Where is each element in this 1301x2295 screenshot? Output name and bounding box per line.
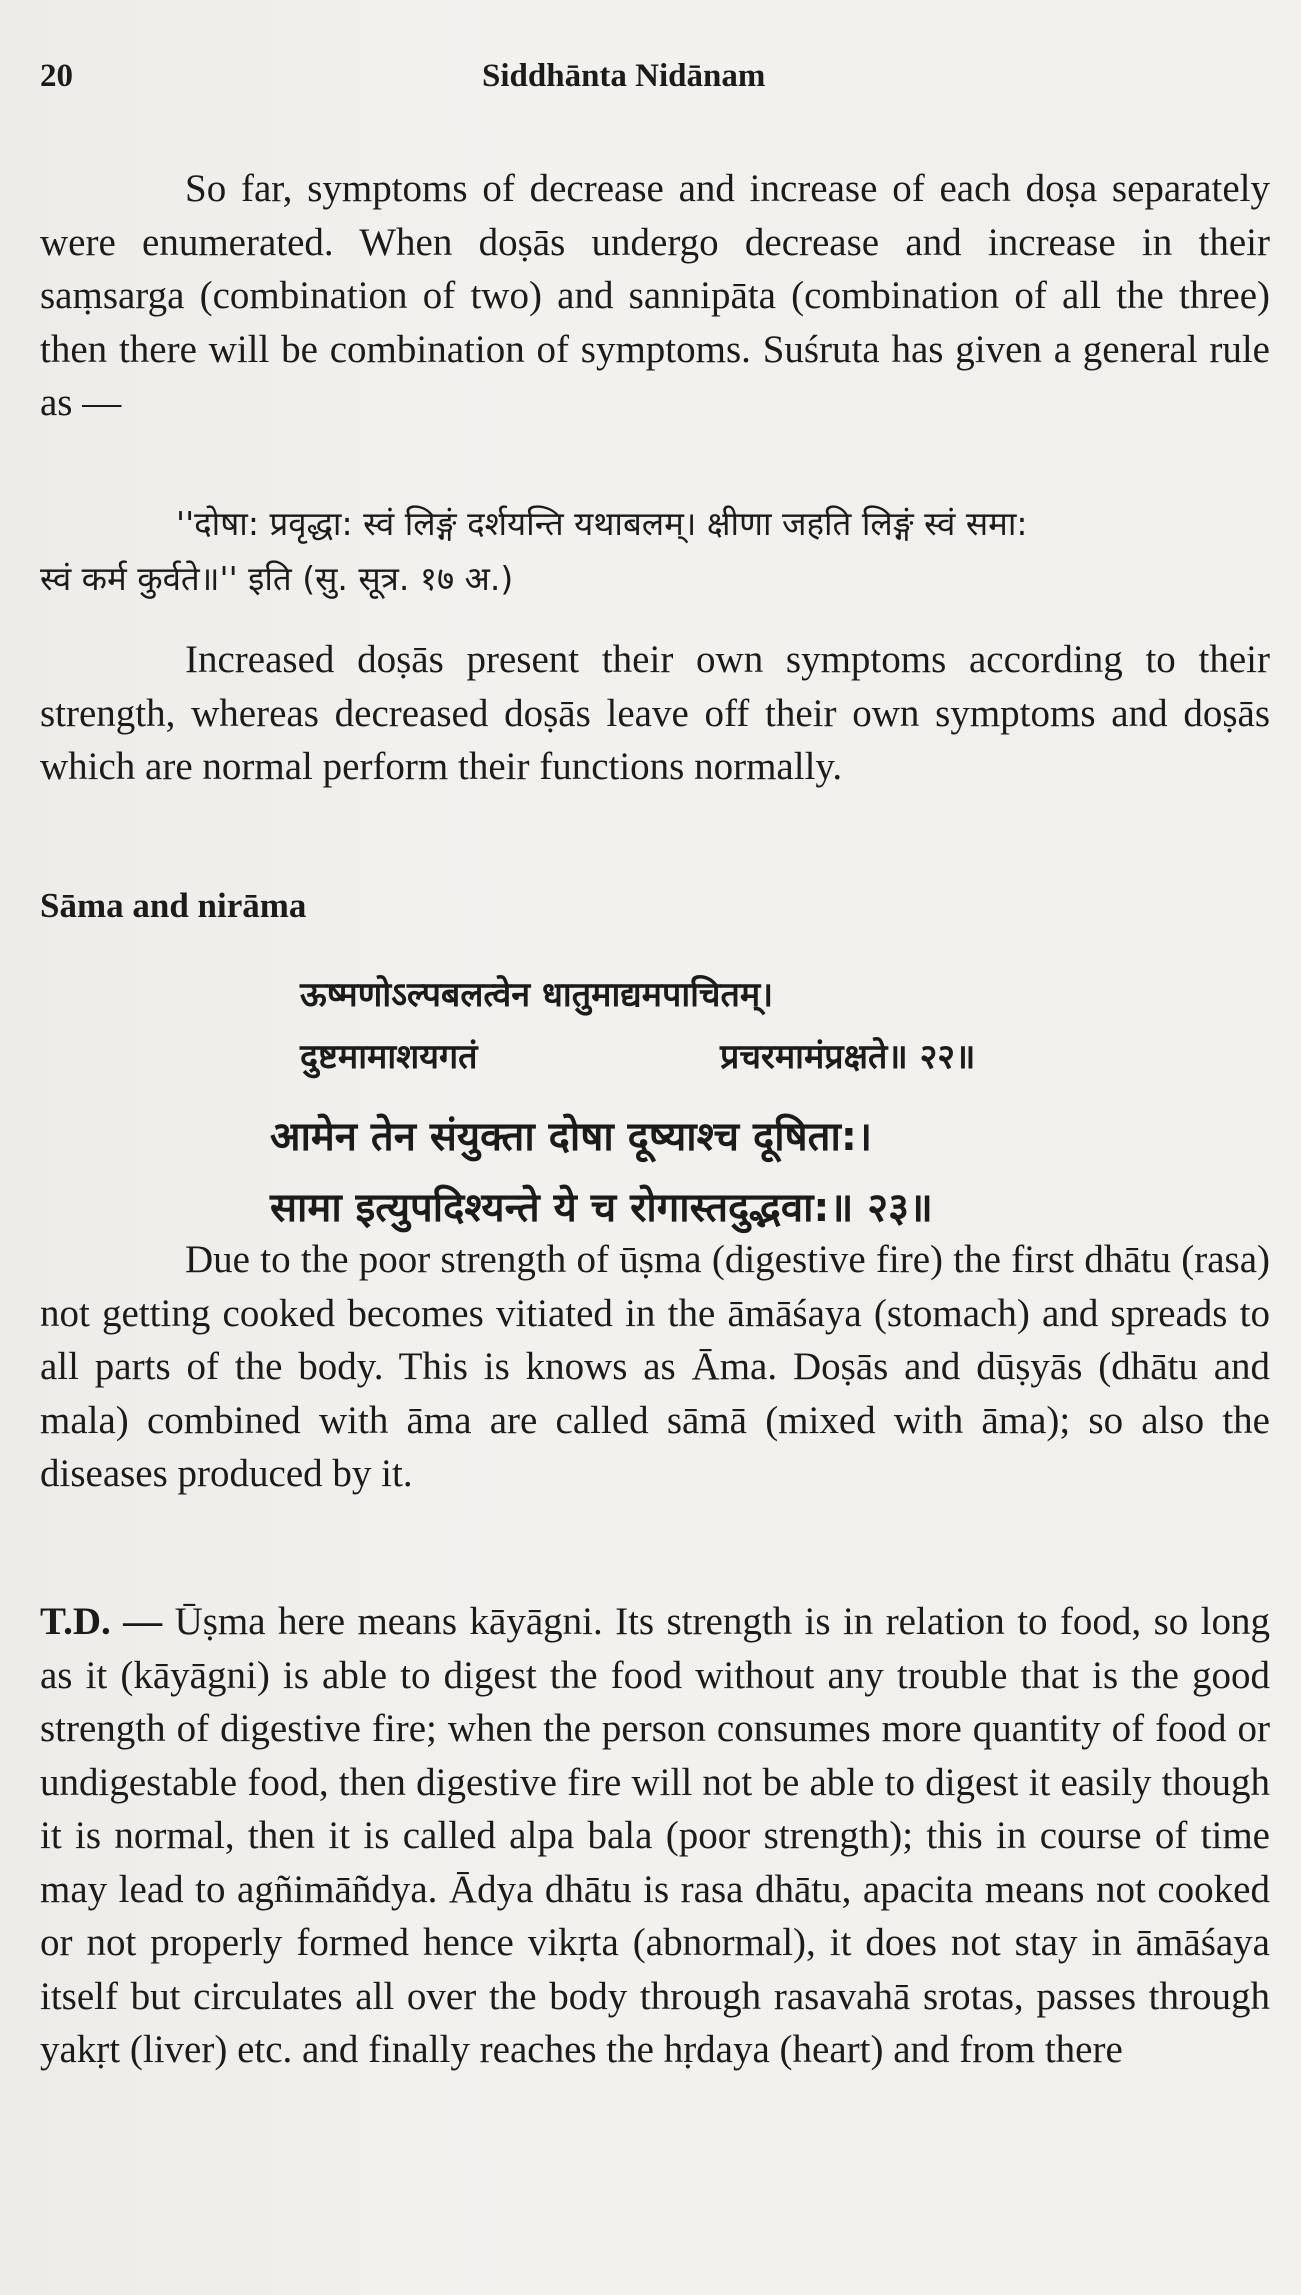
page-number: 20	[40, 58, 73, 94]
running-title: Siddhānta Nidānam	[482, 58, 766, 94]
verse-line-4: सामा इत्युपदिश्यन्ते ये च रोगास्तदुद्भवा:॥ २३॥	[270, 1185, 933, 1231]
paragraph-td-commentary	[40, 1595, 1270, 2077]
verse-line-2b: प्रचरमामंप्रक्षते॥ २२॥	[720, 1037, 976, 1077]
section-heading: Sāma and nirāma	[40, 886, 307, 925]
sanskrit-quote-line-2: स्वं कर्म कुर्वते॥'' इति (सु. सूत्र. १७ अ.)	[40, 559, 514, 598]
verse-line-2a: दुष्टमामाशयगतं	[300, 1037, 478, 1077]
paragraph-doshas-combination: So far, symptoms of decrease and increase of each doṣa separately were enumerated. When doṣās undergo decrease and increase in their saṃsarga (combination of two) and sannipāta (combination of all the three) then there will be combination of symptoms. Suśruta has given a general rule as —	[40, 167, 1270, 424]
verse-line-1: ऊष्मणोऽल्पबलत्वेन धातुमाद्यमपाचितम्।	[300, 975, 774, 1015]
paragraph-ama-explanation: Due to the poor strength of ūṣma (digestive fire) the first dhātu (rasa) not getting cooked becomes vitiated in the āmāśaya (stomach) and spreads to all parts of the body. This is knows as Āma. Doṣās and dūṣyās (dhātu and mala) combined with āma are called sāmā (mixed with āma); so also the diseases produced by it.	[40, 1238, 1270, 1495]
running-header	[40, 58, 1240, 108]
paragraph-increased-doshas: Increased doṣās present their own symptoms according to their strength, whereas decreased doṣās leave off their own symptoms and doṣās which are normal perform their functions normally.	[40, 638, 1270, 788]
td-text: Ūṣma here means kāyāgni. Its strength is in relation to food, so long as it (kāyāgni) is able to digest the food without any trouble that is the good strength of digestive fire; when the person consumes more quantity of food or undigestable food, then digestive fire will not be able to digest it easily though it is normal, then it is called alpa bala (poor strength); this in course of time may lead to agñimāñdya. Ādya dhātu is rasa dhātu, apacita means not cooked or not properly formed hence vikṛta (abnormal), it does not stay in āmāśaya itself but circulates all over the body through rasavahā srotas, passes through yakṛt (liver) etc. and finally reaches the hṛdaya (heart) and from there	[40, 1600, 1270, 2071]
td-label: T.D. —	[40, 1600, 163, 1643]
sanskrit-quote-line-1: ''दोषा: प्रवृद्धा: स्वं लिङ्गं दर्शयन्ति यथाबलम्। क्षीणा जहति लिङ्गं स्वं समा:	[176, 504, 1028, 543]
verse-line-3: आमेन तेन संयुक्ता दोषा दूष्याश्च दूषिता:।	[270, 1114, 872, 1160]
